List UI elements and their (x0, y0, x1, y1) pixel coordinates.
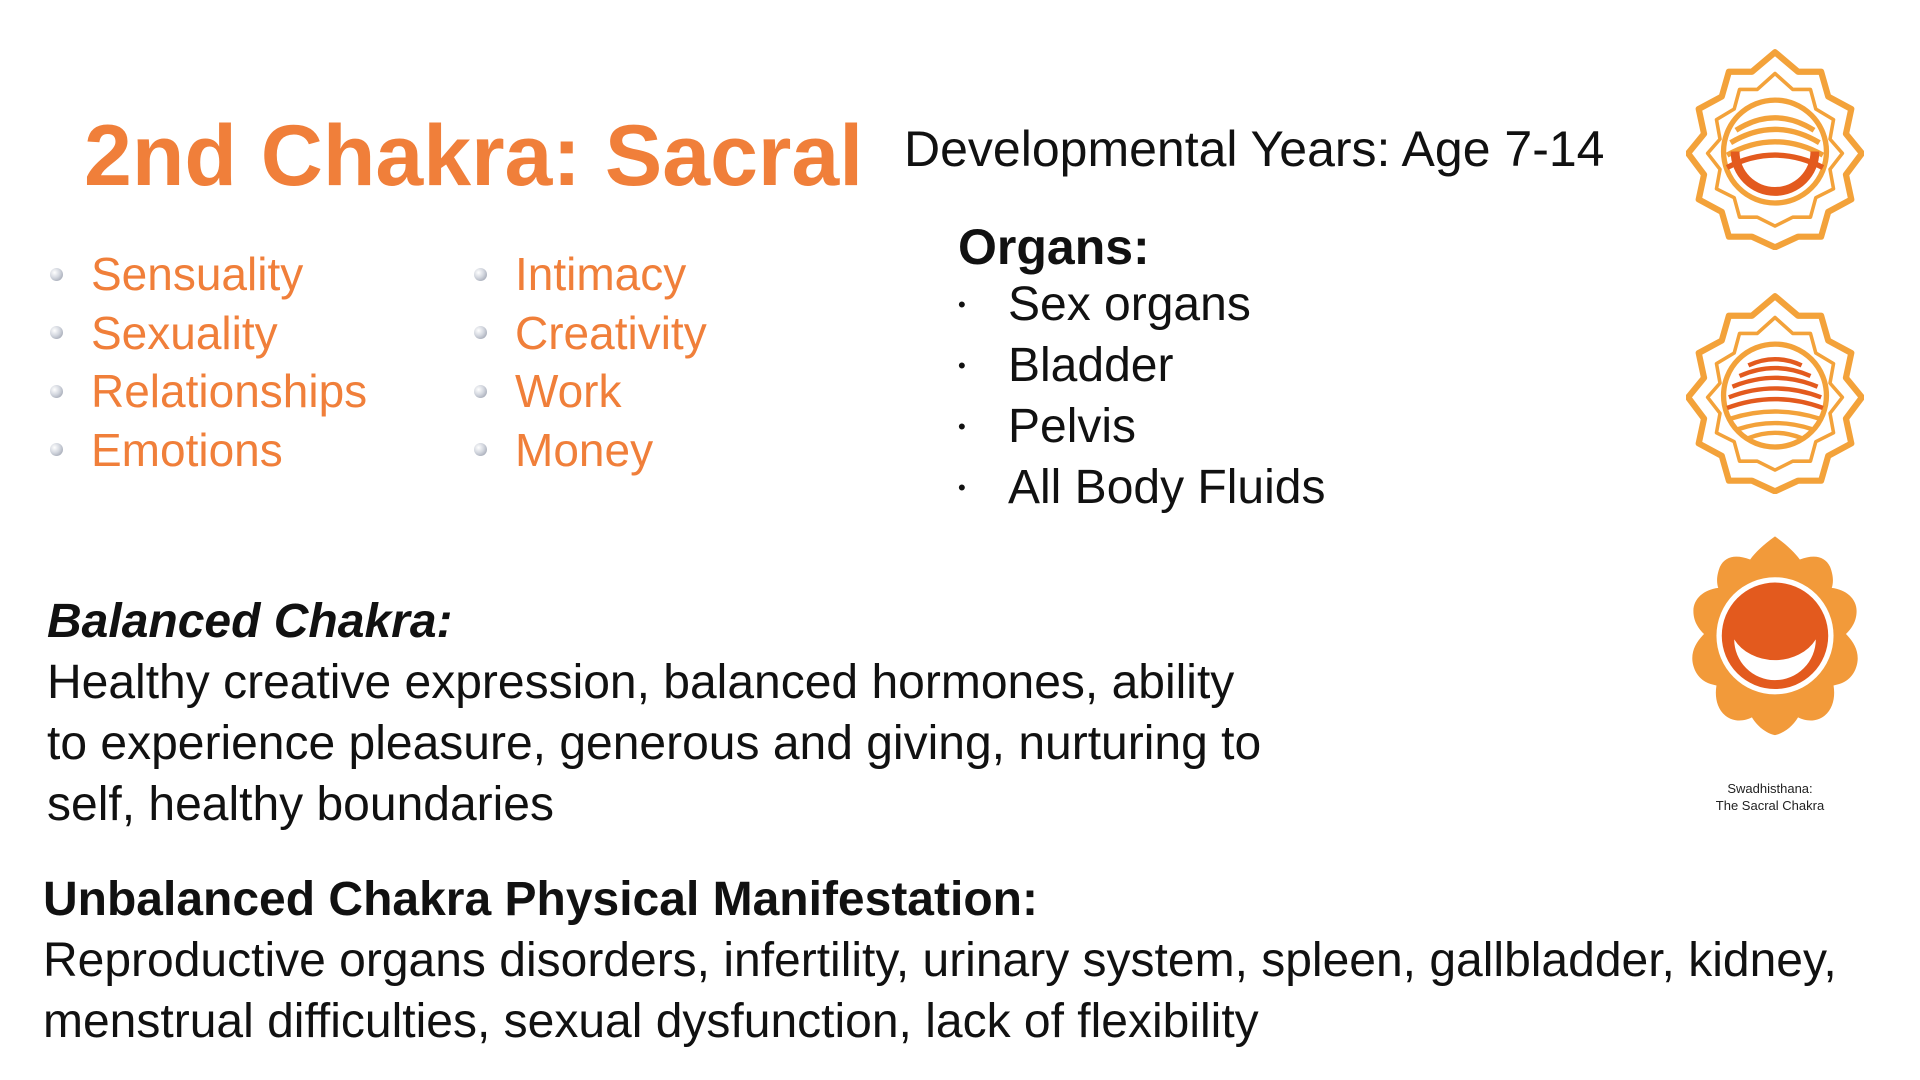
bullet-icon (474, 326, 487, 339)
balanced-body: Healthy creative expression, balanced hormones, ability to experience pleasure, generous and giving, nurturing to self, healthy boundaries (47, 656, 1262, 831)
trait-label: Intimacy (515, 248, 687, 301)
bullet-icon: • (958, 474, 966, 500)
list-item (958, 396, 1325, 457)
list-item (958, 335, 1325, 396)
list-item (44, 362, 367, 421)
bullet-icon (50, 326, 63, 339)
icon-caption-line1: Swadhisthana: (1727, 781, 1813, 796)
bullet-icon: • (958, 413, 966, 439)
balanced-heading: Balanced Chakra: (47, 595, 453, 648)
trait-label: Work (515, 365, 622, 418)
trait-label: Money (515, 423, 654, 476)
traits-list-left (44, 245, 367, 479)
bullet-icon (50, 268, 63, 281)
organs-list (958, 274, 1325, 518)
organ-label: Sex organs (1008, 278, 1251, 331)
trait-label: Creativity (515, 306, 707, 359)
bullet-icon: • (958, 352, 966, 378)
bullet-icon (474, 443, 487, 456)
organ-label: Bladder (1008, 339, 1174, 392)
list-item (468, 245, 707, 304)
bullet-icon: • (958, 291, 966, 317)
list-item (44, 421, 367, 480)
list-item (958, 457, 1325, 518)
organs-heading: Organs: (958, 219, 1150, 275)
bullet-icon (50, 385, 63, 398)
icon-caption (1680, 780, 1860, 814)
sacral-chakra-outline-icon (1686, 46, 1864, 250)
trait-label: Sensuality (91, 248, 304, 301)
bullet-icon (474, 268, 487, 281)
unbalanced-heading: Unbalanced Chakra Physical Manifestation: (43, 873, 1038, 926)
trait-label: Relationships (91, 365, 368, 418)
list-item (44, 245, 367, 304)
organ-label: All Body Fluids (1008, 461, 1326, 514)
trait-label: Sexuality (91, 306, 278, 359)
unbalanced-body: Reproductive organs disorders, infertility, urinary system, spleen, gallbladder, kidney, menstrual difficulties, sexual dysfunction, lack of flexibility (43, 934, 1837, 1048)
list-item (958, 274, 1325, 335)
bullet-icon (50, 443, 63, 456)
sacral-chakra-lined-icon (1686, 290, 1864, 494)
traits-list-right (468, 245, 707, 479)
slide-title: 2nd Chakra: Sacral (84, 108, 864, 204)
bullet-icon (474, 385, 487, 398)
trait-label: Emotions (91, 423, 283, 476)
list-item (44, 304, 367, 363)
list-item (468, 362, 707, 421)
organ-label: Pelvis (1008, 400, 1137, 453)
list-item (468, 421, 707, 480)
list-item (468, 304, 707, 363)
developmental-years: Developmental Years: Age 7-14 (904, 121, 1605, 177)
icon-caption-line2: The Sacral Chakra (1715, 798, 1825, 813)
sacral-chakra-filled-icon (1686, 532, 1864, 736)
